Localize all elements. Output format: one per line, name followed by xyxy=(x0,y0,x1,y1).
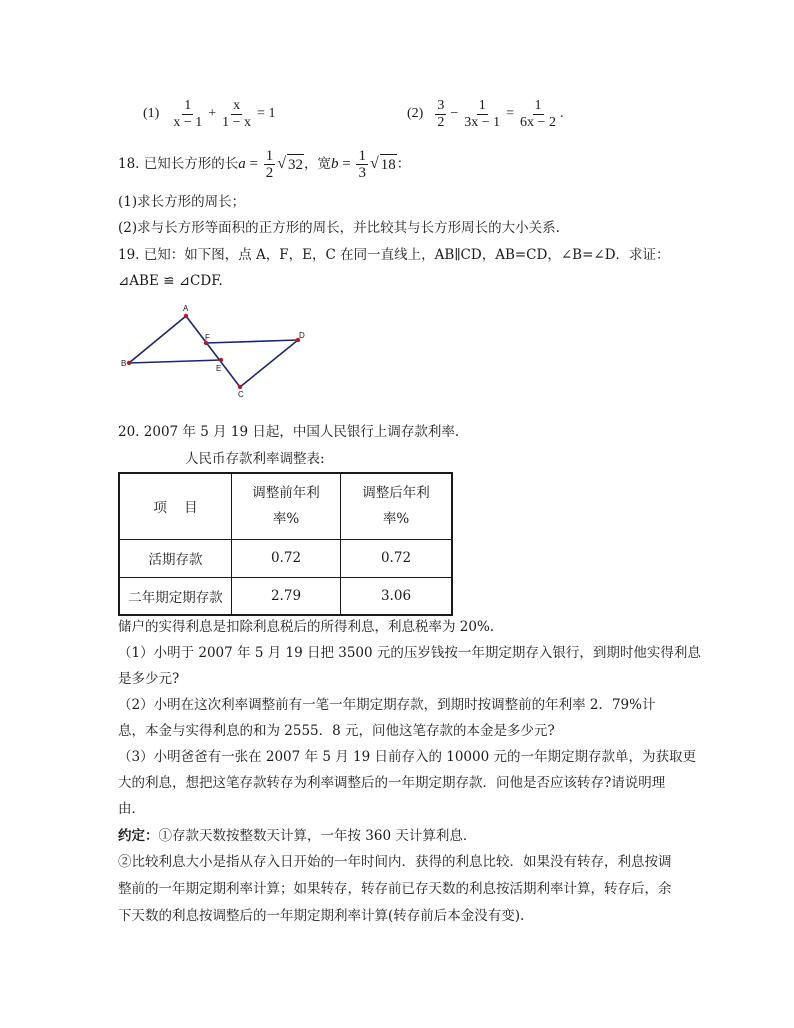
q18-prefix: 18. 已知长方形的长 xyxy=(118,156,239,172)
denominator: x − 1 xyxy=(173,114,203,130)
denominator: 2 xyxy=(265,164,274,181)
numerator: 1 xyxy=(184,97,192,113)
row-after: 0.72 xyxy=(341,539,453,577)
operator: − xyxy=(450,106,459,121)
label-d: D xyxy=(299,331,305,340)
convention-2-line1: ②比较利息大小是指从存入日开始的一年时间内．获得的利息比较．如果没有转存，利息按调 xyxy=(118,854,672,870)
fraction xyxy=(356,148,368,181)
denominator: 2 xyxy=(437,114,445,130)
q18-part1: (1)求长方形的周长； xyxy=(118,194,246,210)
q20-p1-line1: （1）小明于 2007 年 5 月 19 日把 3500 元的压岁钱按一年期定期存入银行，到期时他实得利息 xyxy=(118,645,701,661)
header-after-line2: 率% xyxy=(382,511,410,528)
radical-icon: √ xyxy=(277,155,287,172)
equation-1-label: (1) xyxy=(143,106,160,121)
fraction xyxy=(462,98,502,131)
radical-icon: √ xyxy=(369,155,379,172)
label-f: F xyxy=(205,333,210,342)
label-a: A xyxy=(183,304,189,313)
var-a: a xyxy=(238,156,246,172)
convention-2-line2: 整前的一年期定期利率计算；如果转存，转存前已存天数的利息按活期利率计算，转存后，余 xyxy=(118,881,672,897)
q18-suffix: ： xyxy=(396,156,411,172)
point-e xyxy=(219,358,223,362)
fraction xyxy=(171,98,204,131)
convention-label: 约定： xyxy=(118,828,159,844)
width-expression xyxy=(331,148,397,181)
equation-2 xyxy=(407,92,563,136)
row-before: 2.79 xyxy=(232,577,341,615)
radicand: 18 xyxy=(380,154,397,175)
numerator: 1 xyxy=(265,147,274,164)
q20-p3-line3: 由． xyxy=(118,801,145,817)
header-before-line1: 调整前年利 xyxy=(252,485,320,502)
q20-p1-line2: 是多少元? xyxy=(118,671,180,687)
denominator: 3x − 1 xyxy=(464,114,501,130)
fraction xyxy=(220,98,253,131)
operator: + xyxy=(208,106,217,121)
q18-mid: ，宽 xyxy=(304,156,332,172)
row-name: 活期存款 xyxy=(119,539,232,577)
convention-2-line3: 下天数的利息按调整后的一年期定期利率计算(转存前后本金没有变). xyxy=(118,908,525,924)
label-b: B xyxy=(121,359,127,368)
var-b: b xyxy=(331,156,339,172)
geometry-figure xyxy=(118,300,318,400)
point-a xyxy=(184,314,188,318)
rhs: = 1 xyxy=(257,106,276,121)
q19-line2: ⊿ABE ≌ ⊿CDF. xyxy=(118,273,223,289)
period: . xyxy=(559,106,564,121)
numerator: 3 xyxy=(437,97,445,113)
segment-be xyxy=(129,360,221,363)
equation-1 xyxy=(143,92,277,136)
q18-statement xyxy=(118,144,410,184)
convention-line1 xyxy=(118,826,476,846)
denominator: 6x − 2 xyxy=(520,114,556,130)
header-after-line1: 调整后年利 xyxy=(362,485,430,502)
operator: = xyxy=(506,106,515,121)
segment-ac xyxy=(186,316,240,387)
tax-note: 储户的实得利息是扣除利息税后的所得利息，利息税率为 20%. xyxy=(118,619,495,635)
equation-2-label: (2) xyxy=(407,106,424,121)
row-before: 0.72 xyxy=(232,539,341,577)
q20-p3-line1: （3）小明爸爸有一张在 2007 年 5 月 19 日前存入的 10000 元的一年期定期存款单，为获取更 xyxy=(118,749,696,765)
segment-fd xyxy=(206,340,298,343)
denominator: 1 − x xyxy=(222,114,252,130)
point-c xyxy=(238,385,242,389)
equals: = xyxy=(245,156,262,172)
segment-ab xyxy=(129,316,186,363)
header-before xyxy=(232,473,341,539)
row-name: 二年期定期存款 xyxy=(119,577,232,615)
numerator: 1 xyxy=(478,97,486,113)
table-title: 人民币存款利率调整表: xyxy=(185,451,325,467)
q20-p2-line2: 息，本金与实得利息的和为 2555．8 元，问他这笔存款的本金是多少元? xyxy=(118,723,555,739)
q20-p3-line2: 大的利息，想把这笔存款转存为利率调整后的一年期定期存款．问他是否应该转存?请说明理 xyxy=(118,775,666,791)
segment-cd xyxy=(240,340,298,387)
header-item: 项 目 xyxy=(119,473,232,539)
denominator: 3 xyxy=(358,164,366,181)
q18-part2: (2)求与长方形等面积的正方形的周长，并比较其与长方形周长的大小关系. xyxy=(118,220,560,236)
numerator: 1 xyxy=(534,97,542,113)
q20-intro: 20. 2007 年 5 月 19 日起，中国人民银行上调存款利率. xyxy=(118,424,460,440)
table-row xyxy=(119,577,452,615)
header-before-line2: 率% xyxy=(272,511,300,528)
fraction xyxy=(518,98,558,131)
rate-table xyxy=(118,472,453,616)
numerator: 1 xyxy=(358,147,366,164)
length-expression xyxy=(238,148,304,181)
header-after xyxy=(341,473,453,539)
label-e: E xyxy=(216,364,222,373)
radicand: 32 xyxy=(287,154,304,175)
equals: = xyxy=(338,156,355,172)
table-header-row xyxy=(119,473,452,539)
table-row xyxy=(119,539,452,577)
fraction xyxy=(264,148,276,181)
q19-line1: 19. 已知：如下图，点 A，F，E，C 在同一直线上，AB∥CD，AB=CD，∠B=∠D．求证： xyxy=(118,247,670,263)
convention-1: ①存款天数按整数天计算，一年按 360 天计算利息． xyxy=(158,828,477,844)
point-b xyxy=(127,361,131,365)
fraction xyxy=(435,98,446,131)
q20-p2-line1: （2）小明在这次利率调整前有一笔一年期定期存款，到期时按调整前的年利率 2．79%计 xyxy=(118,697,656,713)
label-c: C xyxy=(238,390,244,399)
row-after: 3.06 xyxy=(341,577,453,615)
numerator: x xyxy=(233,97,241,113)
